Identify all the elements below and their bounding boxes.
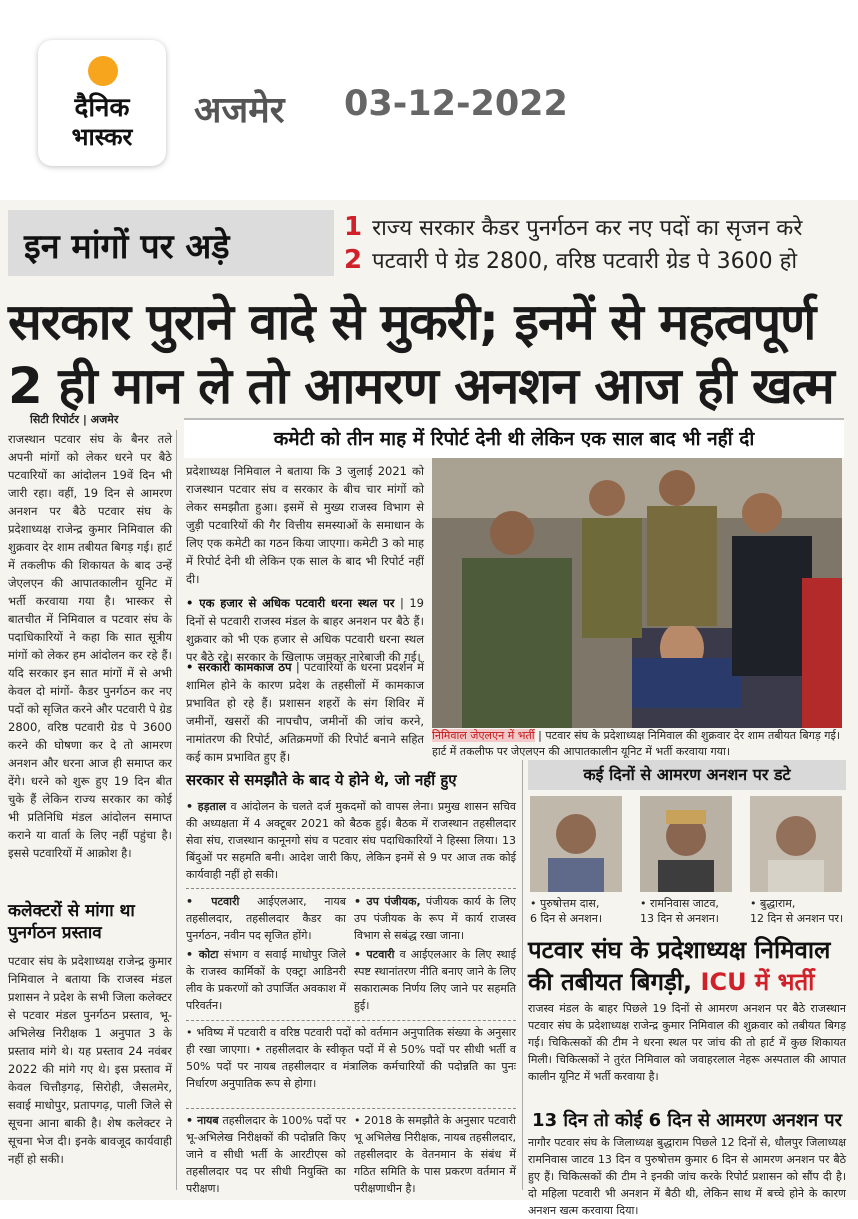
hunger-strike-text: नागौर पटवार संघ के जिलाध्यक्ष बुद्धाराम पिछले 12 दिनों से, धौलपुर जिलाध्यक्ष रामनिवास जाटव 13 दिन व पुरुषोत्तम कुमार 6 दिन से आमरण अनशन पर बैठे हुए हैं। चिकित्सकों की टीम ने इनकी जांच करके रिपोर्ट प्रशासन को सौंप दी है। दो महिला पटवारी भी अनशन में बैठी थी, लेकिन साथ में बच्चे होने के कारण अनशन खत्म करवाया दिया। [528,1136,846,1217]
demands-label: इन मांगों पर अड़े [24,227,230,267]
hunger-strikers-photos [528,796,846,896]
dainik-bhaskar-logo [38,40,166,166]
portrait-buddharam [750,796,842,892]
agreement-point-7: • नायब तहसीलदार के 100% पदों पर भू-अभिलेख निरीक्षकों की पदोन्नति किए जाने व सीधी भर्ती के आरटीएस को तहसीलदार पद पर सीधी नियुक्ति का परीक्षण। [186,1114,346,1195]
sun-icon [88,56,118,86]
caption-purushottam: • पुरुषोत्तम दास, 6 दिन से अनशन। [530,897,602,925]
demand-item: 1 राज्य सरकार कैडर पुनर्गठन कर नए पदों का सृजन करे [344,212,803,242]
hospital-photo [432,458,842,728]
hunger-strike-title: कई दिनों से आमरण अनशन पर डटे [528,760,846,790]
icu-story-text: राजस्व मंडल के बाहर पिछले 19 दिनों से आमरण अनशन पर बैठे राजस्थान पटवार संघ के प्रदेशाध्यक्ष राजेन्द्र कुमार निमिवाल की शुक्रवार को तबीयत बिगड़ गई। चिकित्सकों की टीम ने धरना स्थल पर जांच की तो हार्ट में कुछ शिकायत मिली। चिकित्सकों ने तुरंत निमिवाल को जवाहरलाल नेहरू अस्पताल की आपात कालीन यूनिट में भर्ती करवाया है। [528,1002,846,1083]
caption-buddharam: • बुद्धाराम, 12 दिन से अनशन पर। [750,897,844,925]
caption-ramniwas: • रामनिवास जाटव, 13 दिन से अनशन। [640,897,719,925]
headline-line2: 2 ही मान ले तो आमरण अनशन आज ही खत्म [8,357,834,415]
portrait-purushottam [530,796,622,892]
agreement-point-3: • कोटा संभाग व सवाई माधोपुर जिले के राजस्व कार्मिकों के एक्ट्रा आडिनरी लीव के प्रकरणों को उपार्जित अवकाश में परिवर्तन। [186,948,346,1012]
header [0,0,858,200]
photo-illustration [432,458,842,728]
left-column-text: राजस्थान पटवार संघ के बैनर तले अपनी मांगों को लेकर धरने पर बैठे पटवारियों का आंदोलन 19वें दिन भी जारी रहा। वहीं, 19 दिन से आमरण अनशन पर बैठे पटवार संघ के प्रदेशाध्यक्ष राजेन्द्र कुमार निमिवाल की शुक्रवार देर शाम तबीयत बिगड़ गई। हार्ट में तकलीफ की शिकायत के बाद उन्हें जेएलएन की आपातकालीन यूनिट में भर्ती करवाया गया है। भास्कर से बातचीत में निमिवाल व पटवार संघ के पदाधिकारियों ने कहा कि सात सूत्रीय मांगों को लेकर हम आंदोलन कर रहे हैं। यदि सरकार इन सात मांगों में से अभी केवल दो मांगों- कैडर पुनर्गठन कर नए पदों को सृजित करने और पटवारी पे ग्रेड 2800, वरिष्ठ पटवारी ग्रेड पे 3600 करने की घोषणा कर दे तो आमरण अनशन और धरना आज ही समाप्त कर देंगे। धरने को शुरू हुए 19 दिन बीत चुके हैं लेकिन राज्य सरकार का कोई भी प्रतिनिधि मंडल आंदोलन समाप्त कराने या वार्ता के लिए नहीं पहुंचा है। इससे पटवारियों में आक्रोश है। [8,432,173,860]
left-subheading: कलेक्टरों से मांगा था पुनर्गठन प्रस्ताव [8,901,135,943]
agreement-point-5: • पटवारी व आईएलआर के लिए स्थाई स्पष्ट स्थानांतरण नीति बनाए जाने के लिए सकारात्मक निर्णय लिए जाने पर सहमति हुई। [354,948,517,1012]
edition-city: अजमेर [194,90,285,131]
agreement-point-4: • उप पंजीयक, पंजीयक कार्य के लिए उप पंजीयक के रूप में कार्य राजस्व विभाग से सबंद्ध रखा जाना। [354,895,516,942]
hunger-strike-subheading: 13 दिन तो कोई 6 दिन से आमरण अनशन पर [532,1110,842,1131]
headline-line1: सरकार पुराने वादे से मुकरी; इनमें से महत्वपूर्ण [8,293,816,351]
left-column-text-2: पटवार संघ के प्रदेशाध्यक्ष राजेन्द्र कुमार निमिवाल ने बताया कि राजस्व मंडल प्रशासन ने प्रदेश के सभी जिला कलेक्टर से पटवार मंडल पुनर्गठन प्रस्ताव, भू-अभिलेख निरीक्षक 1 अनुपात 3 के प्रस्ताव मांगे थे। यह प्रस्ताव 24 नवंबर 2022 की मांगे गए थे। इस प्रस्ताव में केवल चित्तौड़गढ़, सिरोही, जैसलमेर, सवाई माधोपुर, प्रतापगढ़, पाली जिले से सूचना आना बाकी है। शेष कलेक्टर ने सूचना भेज दी। इनके बावजूद कार्यवाही नहीं हो सकी। [8,954,172,1166]
subheadline: कमेटी को तीन माह में रिपोर्ट देनी थी लेकिन एक साल बाद भी नहीं दी [184,418,844,458]
middle-column-text: प्रदेशाध्यक्ष निमिवाल ने बताया कि 3 जुलाई 2021 को राजस्थान पटवार संघ व सरकार के बीच चार मांगों को लेकर समझौता हुआ। इसमें से मुख्य राजस्व विभाग से जुड़ी पटवारियों की गैर वित्तीय समस्याओं के समाधान के लिए एक कमेटी का गठन किया जाएगा। कमेटी 3 को माह में रिपोर्ट देनी थी लेकिन एक साल के बाद भी रिपोर्ट नहीं दी। [186,464,424,586]
agreement-title: सरकार से समझौते के बाद ये होने थे, जो नहीं हुए [186,771,457,789]
logo-line2: भास्कर [71,123,133,151]
agreement-point-8: • 2018 के समझौते के अनुसार पटवारी भू अभिलेख निरीक्षक, नायब तहसीलदार, तहसीलदार के वेतनमान के संबंध में गठित समिति के पास प्रकरण वर्तमान में परीक्षणाधीन है। [354,1114,516,1195]
agreement-point-6: • भविष्य में पटवारी व वरिष्ठ पटवारी पदों को वर्तमान अनुपातिक संख्या के अनुसार ही रखा जाएगा। • तहसीलदार के स्वीकृत पदों में से 50% पदों पर सीधी भर्ती व 50% पदों पर नायब तहसीलदार व मंत्रालिक कर्मचारियों की पदोन्नति का पुनः निर्धारण अनुपातिक रूप से होगा। [186,1026,516,1090]
portrait-ramniwas [640,796,732,892]
middle-bullet-2: • सरकारी कामकाज ठप | पटवारियों के धरना प्रदर्शन में शामिल होने के कारण प्रदेश के तहसीलों में कामकाज प्रभावित हो रहे हैं। प्रशासन शहरों के संग शिविर में जमीनों, खसरों की नापचौप, जमीनों की जांच करने, नामांतरण की रिपोर्ट, अतिक्रमणों की रिपोर्ट बनाने सहित कई काम प्रभावित हुए हैं। [186,660,424,764]
demands-label-box [8,210,334,276]
photo-caption: निमिवाल जेएलएन में भर्ती | पटवार संघ के प्रदेशाध्यक्ष निमिवाल की शुक्रवार देर शाम तबीयत बिगड़ गई। हार्ट में तकलीफ पर जेएलएन की आपातकालीन यूनिट में भर्ती करवाया गया। [432,729,841,758]
middle-bullet-1: • एक हजार से अधिक पटवारी धरना स्थल पर | 19 दिनों से पटवारी राजस्व मंडल के बाहर अनशन पर बैठे हैं। शुक्रवार को भी एक हजार से अधिक पटवारी धरना स्थल पर बैठे रहे। सरकार के खिलाफ जमकर नारेबाजी की गई। [186,596,424,664]
edition-date: 03-12-2022 [344,84,568,124]
byline: सिटी रिपोर्टर | अजमेर [30,413,119,426]
icu-headline: पटवार संघ के प्रदेशाध्यक्ष निमिवाल की तबीयत बिगड़ी, ICU में भर्ती [528,936,831,996]
agreement-point-2: • पटवारी आईएलआर, नायब तहसीलदार, तहसीलदार कैडर का पुनर्गठन, नवीन पद सृजित होंगे। [186,895,347,942]
agreement-point-1: • हड़ताल व आंदोलन के चलते दर्ज मुकदमों को वापस लेना। प्रमुख शासन सचिव की अध्यक्षता में 4 अक्टूबर 2021 को बैठक हुई। बैठक में राजस्थान तहसीलदार सेवा संघ, राजस्थान कानूनगो संघ व पटवार संघ पदाधिकारियों ने हिस्सा लिया। 13 बिंदुओं पर सहमति बनी। आदेश जारी किए, लेकिन इनमें से 9 पर आज तक कोई कार्यवाही नहीं हो सकी। [186,800,516,881]
logo-line1: दैनिक [74,93,130,123]
demand-item: 2 पटवारी पे ग्रेड 2800, वरिष्ठ पटवारी ग्रेड पे 3600 हो [344,245,798,275]
